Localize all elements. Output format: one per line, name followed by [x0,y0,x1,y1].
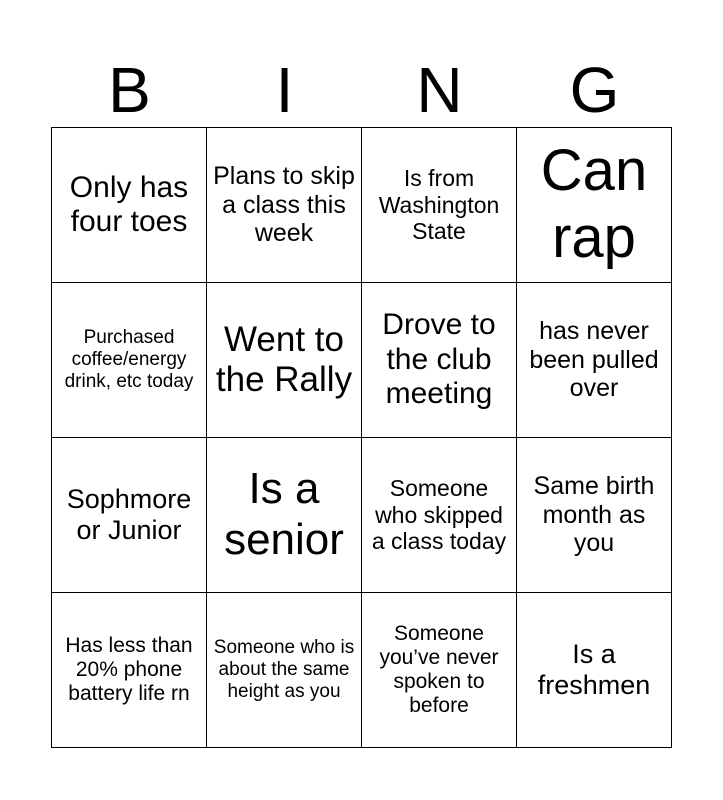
bingo-cell[interactable]: has never been pulled over [517,283,672,438]
bingo-cell[interactable]: Sophmore or Junior [52,438,207,593]
bingo-cell[interactable]: Someone you’ve never spoken to before [362,593,517,748]
bingo-cell[interactable]: Same birth month as you [517,438,672,593]
header-letter-b: B [108,54,151,126]
bingo-cell[interactable]: Is a senior [207,438,362,593]
bingo-board [51,127,672,748]
bingo-cell[interactable]: Went to the Rally [207,283,362,438]
bingo-cell[interactable]: Purchased coffee/energy drink, etc today [52,283,207,438]
header-letter-n: N [416,54,463,126]
bingo-cell[interactable]: Only has four toes [52,128,207,283]
board-row-4 [52,593,672,748]
bingo-cell[interactable]: Plans to skip a class this week [207,128,362,283]
bingo-cell[interactable]: Someone who skipped a class today [362,438,517,593]
bingo-cell[interactable]: Can rap [517,128,672,283]
header-letter-g: G [569,54,620,126]
bingo-cell[interactable]: Is a freshmen [517,593,672,748]
board-row-3 [52,438,672,593]
bingo-header [52,52,672,128]
bingo-cell[interactable]: Someone who is about the same height as you [207,593,362,748]
bingo-cell[interactable]: Is from Washington State [362,128,517,283]
board-row-2 [52,283,672,438]
header-letter-i: I [275,54,294,126]
bingo-cell[interactable]: Has less than 20% phone battery life rn [52,593,207,748]
board-row-1 [52,128,672,283]
bingo-cell[interactable]: Drove to the club meeting [362,283,517,438]
